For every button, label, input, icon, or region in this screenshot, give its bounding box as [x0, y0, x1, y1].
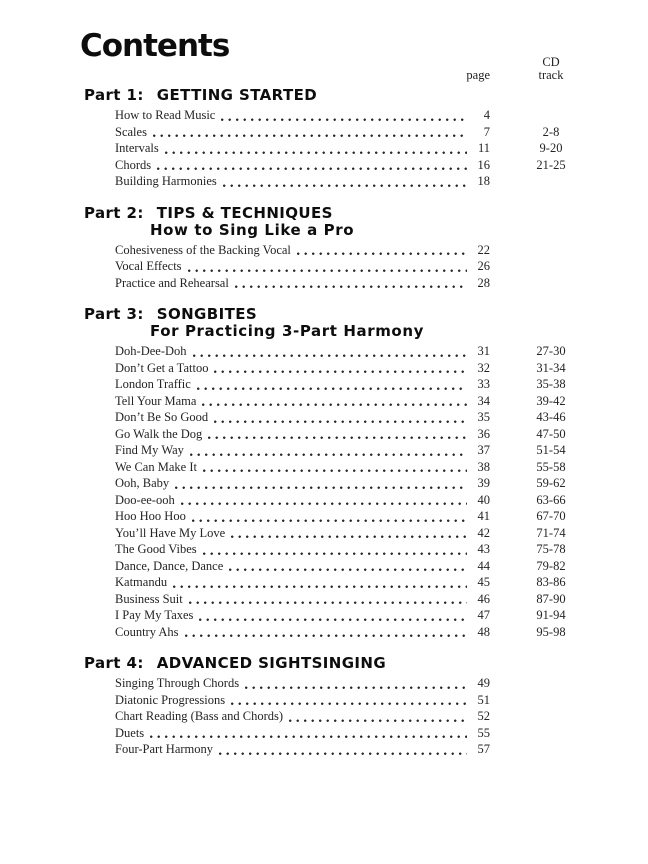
section-rows: [115, 675, 612, 758]
section-rows: [115, 242, 612, 292]
toc-entry: [115, 624, 612, 641]
entry-page-number: 37: [477, 443, 490, 457]
entry-page-number: 35: [477, 410, 490, 424]
entry-cd-track: 67-70: [536, 509, 566, 523]
toc-entry-main: [115, 459, 490, 476]
toc-entry-main: [115, 426, 490, 443]
toc-entry-main: [115, 508, 490, 525]
entry-title: Practice and Rehearsal: [115, 275, 229, 290]
toc-entry: [115, 541, 612, 558]
entry-cd-track: 47-50: [536, 426, 566, 441]
toc-sections: [84, 86, 612, 758]
section-heading: [84, 305, 612, 323]
entry-cd-track: 35-38: [536, 377, 566, 391]
entry-page-number: 43: [477, 542, 490, 556]
entry-page-number: 33: [477, 377, 490, 391]
section-heading: [84, 654, 612, 672]
entry-title: Doh-Dee-Doh: [115, 344, 187, 358]
entry-title: Business Suit: [115, 591, 183, 606]
toc-entry-main: [115, 741, 490, 758]
entry-title: Four-Part Harmony: [115, 742, 213, 756]
toc-entry: [115, 492, 612, 509]
entry-title: Scales: [115, 124, 147, 139]
toc-entry-main: [115, 157, 490, 174]
entry-title: Hoo Hoo Hoo: [115, 509, 186, 523]
toc-entry-main: [115, 140, 490, 157]
toc-entry-main: [115, 258, 490, 275]
entry-page-number: 38: [477, 459, 490, 474]
dot-leader: [219, 752, 467, 758]
toc-entry-main: [115, 343, 490, 360]
entry-page-number: 48: [477, 624, 490, 639]
dot-leader: [223, 184, 467, 190]
entry-cd-track: 55-58: [536, 459, 566, 474]
toc-entry-main: [115, 692, 490, 709]
entry-title: Cohesiveness of the Backing Vocal: [115, 242, 291, 257]
page-column-header: page: [466, 68, 490, 82]
entry-cd-track: 59-62: [536, 476, 566, 490]
entry-title: Country Ahs: [115, 624, 179, 639]
section-heading-prefix: Part 2:: [84, 203, 144, 222]
section-rows: [115, 107, 612, 190]
entry-title: Don’t Be So Good: [115, 410, 209, 424]
entry-cd-track: 31-34: [536, 360, 566, 375]
entry-cd-track: 2-8: [542, 124, 560, 139]
entry-page-number: 45: [477, 575, 490, 589]
entry-page-number: 41: [477, 509, 490, 523]
toc-entry: [115, 343, 612, 360]
toc-entry: [115, 591, 612, 608]
entry-cd-track: 83-86: [536, 575, 566, 589]
section-heading: [84, 86, 612, 104]
toc-entry-main: [115, 708, 490, 725]
entry-page-number: 55: [477, 725, 490, 740]
entry-title: Diatonic Progressions: [115, 692, 226, 707]
entry-title: Building Harmonies: [115, 174, 217, 188]
section-heading: [84, 204, 612, 222]
entry-page-number: 16: [477, 157, 490, 172]
toc-entry: [115, 475, 612, 492]
toc-entry: [115, 442, 612, 459]
toc-entry: [115, 393, 612, 410]
toc-entry-main: [115, 558, 490, 575]
entry-cd-track: 87-90: [536, 591, 566, 606]
entry-page-number: 39: [477, 476, 490, 490]
cd-track-header-line1: CD: [542, 55, 560, 69]
toc-entry-main: [115, 376, 490, 393]
entry-title: Go Walk the Dog: [115, 426, 203, 441]
toc-entry: [115, 459, 612, 476]
entry-page-number: 51: [477, 692, 490, 707]
entry-cd-track: 95-98: [536, 624, 566, 639]
entry-title: London Traffic: [115, 377, 191, 391]
toc-entry: [115, 124, 612, 141]
entry-page-number: 11: [477, 141, 490, 155]
entry-cd-track: 43-46: [536, 410, 566, 424]
entry-page-number: 49: [477, 676, 490, 690]
page-title: Contents: [80, 28, 230, 64]
toc-entry-main: [115, 242, 490, 259]
section-rows: [115, 343, 612, 640]
toc-entry-main: [115, 541, 490, 558]
entry-page-number: 31: [477, 344, 490, 358]
entry-title: Intervals: [115, 141, 159, 155]
entry-page-number: 47: [477, 608, 490, 622]
entry-title: We Can Make It: [115, 459, 197, 474]
entry-title: Chords: [115, 157, 152, 172]
toc-entry: [115, 426, 612, 443]
entry-page-number: 44: [477, 558, 490, 573]
section-heading-title: TIPS & TECHNIQUES: [156, 203, 333, 222]
entry-page-number: 42: [477, 525, 490, 540]
toc-entry: [115, 275, 612, 292]
entry-page-number: 34: [477, 393, 490, 408]
toc-entry: [115, 574, 612, 591]
entry-title: Ooh, Baby: [115, 476, 170, 490]
entry-cd-track: 9-20: [539, 141, 563, 155]
entry-page-number: 46: [477, 591, 490, 606]
toc-entry-main: [115, 624, 490, 641]
toc-entry: [115, 107, 612, 124]
toc-entry-main: [115, 393, 490, 410]
entry-page-number: 52: [477, 709, 490, 723]
section-heading-prefix: Part 3:: [84, 305, 144, 323]
entry-title: Katmandu: [115, 575, 168, 589]
toc-entry-main: [115, 409, 490, 426]
entry-page-number: 57: [477, 742, 490, 756]
toc-entry: [115, 692, 612, 709]
entry-title: The Good Vibes: [115, 542, 197, 556]
toc-entry: [115, 173, 612, 190]
toc-entry-main: [115, 607, 490, 624]
entry-title: Doo-ee-ooh: [115, 492, 175, 507]
toc-entry-main: [115, 591, 490, 608]
entry-page-number: 18: [477, 174, 490, 188]
entry-cd-track: 21-25: [536, 157, 566, 172]
entry-cd-track: 63-66: [536, 492, 566, 507]
toc-entry: [115, 242, 612, 259]
toc-entry-main: [115, 442, 490, 459]
entry-page-number: 28: [477, 275, 490, 290]
section-heading-title: SONGBITES: [156, 305, 258, 323]
toc-entry: [115, 409, 612, 426]
entry-page-number: 40: [477, 492, 490, 507]
entry-cd-track: 27-30: [536, 344, 566, 358]
toc-entry-main: [115, 574, 490, 591]
toc-entry: [115, 558, 612, 575]
entry-cd-track: 71-74: [536, 525, 566, 540]
toc-entry: [115, 258, 612, 275]
toc-entry: [115, 508, 612, 525]
entry-title: How to Read Music: [115, 108, 216, 122]
entry-title: Dance, Dance, Dance: [115, 558, 224, 573]
toc-entry-main: [115, 492, 490, 509]
section-heading-prefix: Part 4:: [84, 654, 144, 672]
entry-page-number: 7: [483, 124, 490, 139]
toc-section: [84, 204, 612, 292]
toc-section: [84, 654, 612, 758]
toc-entry-main: [115, 173, 490, 190]
cd-track-header-line2: track: [538, 68, 564, 82]
toc-entry: [115, 607, 612, 624]
section-heading-title: GETTING STARTED: [156, 86, 318, 104]
toc-entry-main: [115, 675, 490, 692]
entry-page-number: 22: [477, 242, 490, 257]
section-heading-prefix: Part 1:: [84, 86, 144, 104]
toc-entry-main: [115, 107, 490, 124]
toc-entry-main: [115, 475, 490, 492]
toc-section: [84, 305, 612, 640]
toc-entry: [115, 376, 612, 393]
entry-title: Tell Your Mama: [115, 393, 197, 408]
entry-cd-track: 51-54: [536, 443, 566, 457]
toc-entry-main: [115, 725, 490, 742]
toc-entry: [115, 708, 612, 725]
entry-title: Duets: [115, 725, 145, 740]
entry-page-number: 32: [477, 360, 490, 375]
toc-entry: [115, 157, 612, 174]
entry-title: Find My Way: [115, 443, 184, 457]
toc-section: [84, 86, 612, 190]
toc-entry-main: [115, 360, 490, 377]
toc-entry: [115, 360, 612, 377]
entry-cd-track: 39-42: [536, 393, 566, 408]
toc-entry-main: [115, 525, 490, 542]
dot-leader: [185, 634, 467, 640]
toc-entry: [115, 675, 612, 692]
cd-track-column-header: [490, 56, 612, 82]
toc-entry: [115, 725, 612, 742]
section-heading-title: ADVANCED SIGHTSINGING: [156, 654, 387, 672]
entry-title: Vocal Effects: [115, 259, 182, 273]
entry-page-number: 4: [483, 108, 490, 122]
section-subheading: For Practicing 3-Part Harmony: [150, 322, 424, 340]
toc-entry: [115, 525, 612, 542]
entry-title: Singing Through Chords: [115, 676, 240, 690]
entry-page-number: 26: [477, 259, 490, 273]
toc-entry: [115, 140, 612, 157]
toc-entry-main: [115, 124, 490, 141]
entry-cd-track: 79-82: [536, 558, 566, 573]
entry-title: Don’t Get a Tattoo: [115, 360, 209, 375]
entry-title: Chart Reading (Bass and Chords): [115, 709, 284, 723]
entry-title: I Pay My Taxes: [115, 608, 194, 622]
section-subheading: How to Sing Like a Pro: [150, 220, 355, 239]
dot-leader: [235, 285, 467, 291]
entry-page-number: 36: [477, 426, 490, 441]
toc-entry: [115, 741, 612, 758]
entry-cd-track: 91-94: [536, 608, 566, 622]
entry-title: You’ll Have My Love: [115, 525, 226, 540]
entry-cd-track: 75-78: [536, 542, 566, 556]
toc-entry-main: [115, 275, 490, 292]
